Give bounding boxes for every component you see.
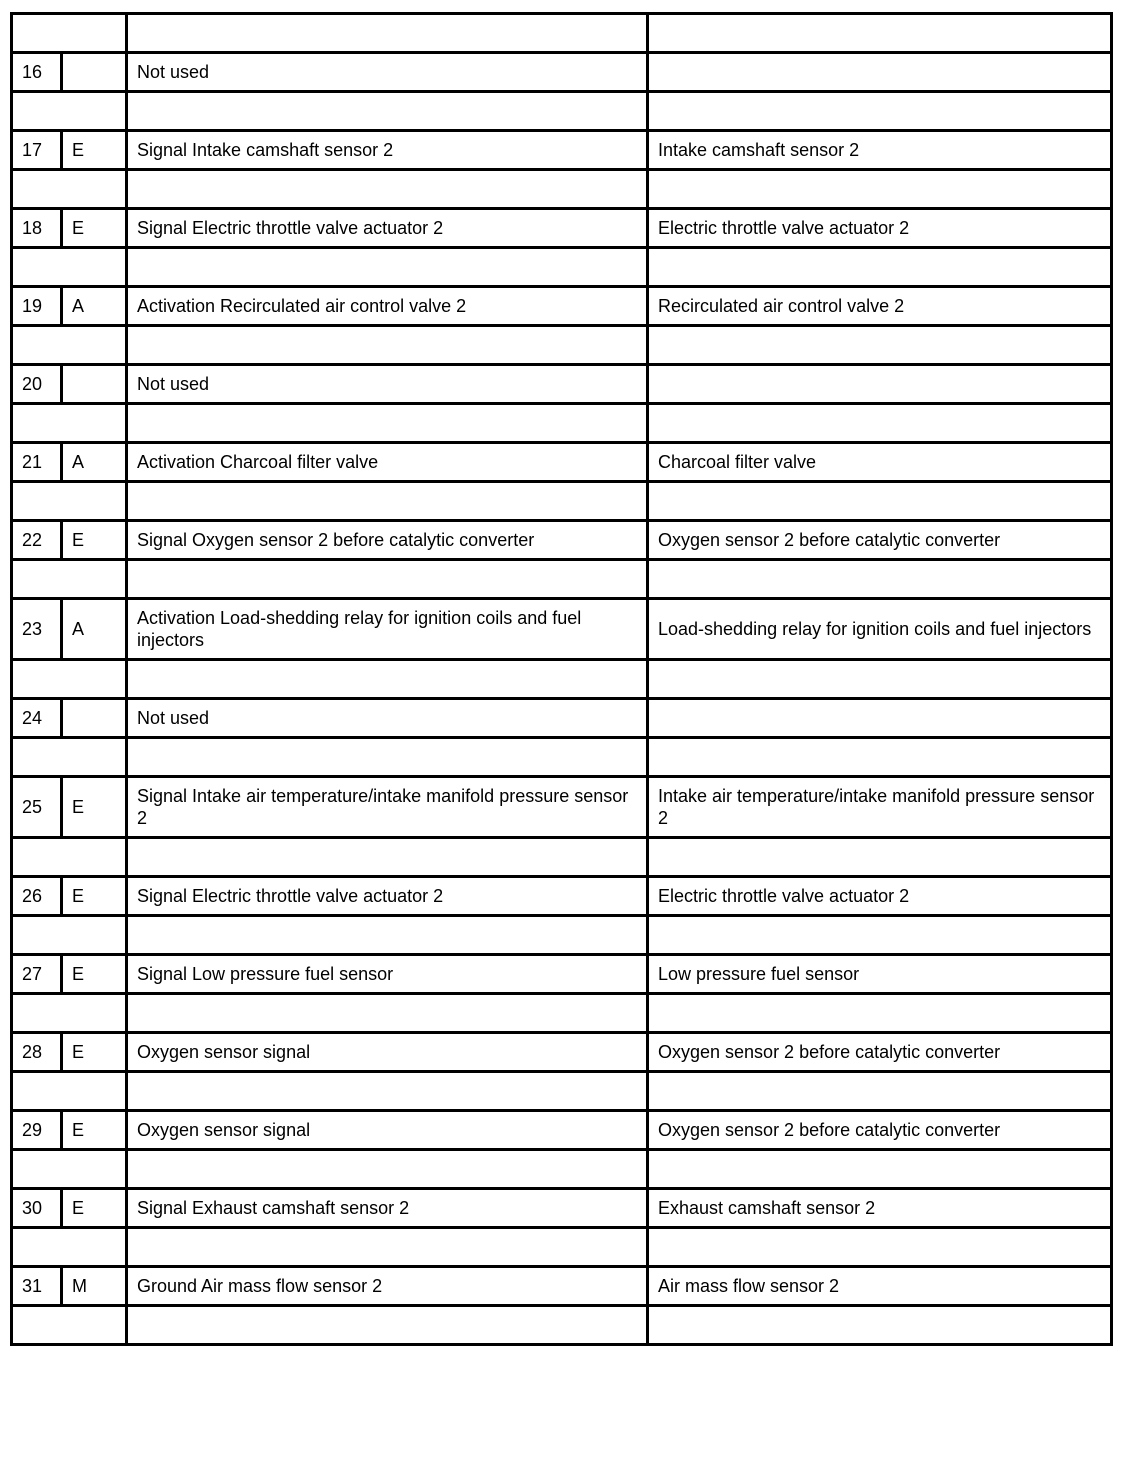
empty-cell bbox=[12, 916, 127, 955]
component-cell bbox=[648, 365, 1112, 404]
component-cell: Electric throttle valve actuator 2 bbox=[648, 877, 1112, 916]
empty-cell bbox=[648, 482, 1112, 521]
component-cell: Low pressure fuel sensor bbox=[648, 955, 1112, 994]
signal-type-cell: M bbox=[62, 1267, 127, 1306]
spacer-row bbox=[12, 14, 1112, 53]
spacer-row bbox=[12, 838, 1112, 877]
spacer-row bbox=[12, 738, 1112, 777]
component-cell: Oxygen sensor 2 before catalytic converter bbox=[648, 521, 1112, 560]
signal-type-cell bbox=[62, 53, 127, 92]
signal-type-cell bbox=[62, 699, 127, 738]
table-row bbox=[12, 131, 1112, 170]
component-cell: Oxygen sensor 2 before catalytic converter bbox=[648, 1111, 1112, 1150]
empty-cell bbox=[127, 404, 648, 443]
pin-number-cell: 31 bbox=[12, 1267, 62, 1306]
spacer-row bbox=[12, 1306, 1112, 1345]
spacer-row bbox=[12, 92, 1112, 131]
spacer-row bbox=[12, 170, 1112, 209]
empty-cell bbox=[127, 248, 648, 287]
pin-number-cell: 23 bbox=[12, 599, 62, 660]
table-row bbox=[12, 521, 1112, 560]
pin-number-cell: 28 bbox=[12, 1033, 62, 1072]
empty-cell bbox=[648, 560, 1112, 599]
description-cell: Signal Oxygen sensor 2 before catalytic converter bbox=[127, 521, 648, 560]
empty-cell bbox=[12, 404, 127, 443]
pin-number-cell: 20 bbox=[12, 365, 62, 404]
description-cell: Signal Electric throttle valve actuator 2 bbox=[127, 209, 648, 248]
spacer-row bbox=[12, 560, 1112, 599]
empty-cell bbox=[12, 1228, 127, 1267]
empty-cell bbox=[127, 1228, 648, 1267]
spacer-row bbox=[12, 326, 1112, 365]
table-row bbox=[12, 699, 1112, 738]
empty-cell bbox=[648, 1228, 1112, 1267]
table-row bbox=[12, 599, 1112, 660]
table-row bbox=[12, 877, 1112, 916]
component-cell: Electric throttle valve actuator 2 bbox=[648, 209, 1112, 248]
signal-type-cell bbox=[62, 365, 127, 404]
empty-cell bbox=[12, 560, 127, 599]
description-cell: Ground Air mass flow sensor 2 bbox=[127, 1267, 648, 1306]
empty-cell bbox=[12, 14, 127, 53]
spacer-row bbox=[12, 1228, 1112, 1267]
empty-cell bbox=[648, 660, 1112, 699]
table-row bbox=[12, 443, 1112, 482]
empty-cell bbox=[12, 326, 127, 365]
empty-cell bbox=[648, 738, 1112, 777]
empty-cell bbox=[127, 92, 648, 131]
empty-cell bbox=[648, 326, 1112, 365]
spacer-row bbox=[12, 994, 1112, 1033]
table-row bbox=[12, 777, 1112, 838]
pin-number-cell: 17 bbox=[12, 131, 62, 170]
pin-assignment-table bbox=[10, 12, 1113, 1346]
pin-number-cell: 30 bbox=[12, 1189, 62, 1228]
signal-type-cell: E bbox=[62, 131, 127, 170]
pin-number-cell: 25 bbox=[12, 777, 62, 838]
component-cell: Exhaust camshaft sensor 2 bbox=[648, 1189, 1112, 1228]
spacer-row bbox=[12, 1072, 1112, 1111]
empty-cell bbox=[648, 1306, 1112, 1345]
spacer-row bbox=[12, 916, 1112, 955]
description-cell: Oxygen sensor signal bbox=[127, 1111, 648, 1150]
signal-type-cell: E bbox=[62, 1189, 127, 1228]
description-cell: Signal Low pressure fuel sensor bbox=[127, 955, 648, 994]
empty-cell bbox=[12, 170, 127, 209]
component-cell bbox=[648, 699, 1112, 738]
empty-cell bbox=[127, 170, 648, 209]
table-row bbox=[12, 209, 1112, 248]
empty-cell bbox=[127, 738, 648, 777]
pin-number-cell: 22 bbox=[12, 521, 62, 560]
signal-type-cell: E bbox=[62, 209, 127, 248]
empty-cell bbox=[12, 1150, 127, 1189]
empty-cell bbox=[12, 1072, 127, 1111]
empty-cell bbox=[127, 1150, 648, 1189]
description-cell: Activation Recirculated air control valve 2 bbox=[127, 287, 648, 326]
pin-table-body bbox=[12, 14, 1112, 1345]
spacer-row bbox=[12, 1150, 1112, 1189]
pin-number-cell: 18 bbox=[12, 209, 62, 248]
empty-cell bbox=[12, 838, 127, 877]
signal-type-cell: E bbox=[62, 955, 127, 994]
empty-cell bbox=[648, 1072, 1112, 1111]
description-cell: Signal Intake camshaft sensor 2 bbox=[127, 131, 648, 170]
description-cell: Not used bbox=[127, 365, 648, 404]
pin-number-cell: 26 bbox=[12, 877, 62, 916]
empty-cell bbox=[12, 738, 127, 777]
empty-cell bbox=[648, 838, 1112, 877]
pin-number-cell: 24 bbox=[12, 699, 62, 738]
component-cell: Recirculated air control valve 2 bbox=[648, 287, 1112, 326]
description-cell: Activation Charcoal filter valve bbox=[127, 443, 648, 482]
description-cell: Not used bbox=[127, 53, 648, 92]
empty-cell bbox=[127, 994, 648, 1033]
empty-cell bbox=[12, 1306, 127, 1345]
spacer-row bbox=[12, 660, 1112, 699]
empty-cell bbox=[127, 560, 648, 599]
component-cell bbox=[648, 53, 1112, 92]
description-cell: Not used bbox=[127, 699, 648, 738]
table-row bbox=[12, 1189, 1112, 1228]
signal-type-cell: A bbox=[62, 599, 127, 660]
component-cell: Intake air temperature/intake manifold pressure sensor 2 bbox=[648, 777, 1112, 838]
empty-cell bbox=[127, 1306, 648, 1345]
table-row bbox=[12, 287, 1112, 326]
description-cell: Signal Intake air temperature/intake manifold pressure sensor 2 bbox=[127, 777, 648, 838]
table-row bbox=[12, 1033, 1112, 1072]
table-row bbox=[12, 955, 1112, 994]
component-cell: Charcoal filter valve bbox=[648, 443, 1112, 482]
empty-cell bbox=[127, 660, 648, 699]
empty-cell bbox=[12, 994, 127, 1033]
empty-cell bbox=[127, 326, 648, 365]
empty-cell bbox=[648, 1150, 1112, 1189]
empty-cell bbox=[648, 92, 1112, 131]
description-cell: Oxygen sensor signal bbox=[127, 1033, 648, 1072]
empty-cell bbox=[648, 14, 1112, 53]
signal-type-cell: A bbox=[62, 443, 127, 482]
pin-number-cell: 19 bbox=[12, 287, 62, 326]
empty-cell bbox=[648, 916, 1112, 955]
pin-number-cell: 27 bbox=[12, 955, 62, 994]
description-cell: Signal Electric throttle valve actuator 2 bbox=[127, 877, 648, 916]
signal-type-cell: A bbox=[62, 287, 127, 326]
empty-cell bbox=[648, 248, 1112, 287]
component-cell: Intake camshaft sensor 2 bbox=[648, 131, 1112, 170]
signal-type-cell: E bbox=[62, 1033, 127, 1072]
table-row bbox=[12, 1267, 1112, 1306]
signal-type-cell: E bbox=[62, 521, 127, 560]
description-cell: Activation Load-shedding relay for ignition coils and fuel injectors bbox=[127, 599, 648, 660]
spacer-row bbox=[12, 482, 1112, 521]
signal-type-cell: E bbox=[62, 777, 127, 838]
empty-cell bbox=[127, 14, 648, 53]
empty-cell bbox=[648, 994, 1112, 1033]
empty-cell bbox=[648, 170, 1112, 209]
empty-cell bbox=[127, 1072, 648, 1111]
table-row bbox=[12, 1111, 1112, 1150]
description-cell: Signal Exhaust camshaft sensor 2 bbox=[127, 1189, 648, 1228]
spacer-row bbox=[12, 404, 1112, 443]
empty-cell bbox=[12, 660, 127, 699]
empty-cell bbox=[12, 248, 127, 287]
component-cell: Oxygen sensor 2 before catalytic converter bbox=[648, 1033, 1112, 1072]
empty-cell bbox=[12, 482, 127, 521]
spacer-row bbox=[12, 248, 1112, 287]
table-row bbox=[12, 53, 1112, 92]
pin-number-cell: 16 bbox=[12, 53, 62, 92]
signal-type-cell: E bbox=[62, 1111, 127, 1150]
table-row bbox=[12, 365, 1112, 404]
empty-cell bbox=[127, 838, 648, 877]
pin-number-cell: 29 bbox=[12, 1111, 62, 1150]
empty-cell bbox=[127, 916, 648, 955]
signal-type-cell: E bbox=[62, 877, 127, 916]
component-cell: Air mass flow sensor 2 bbox=[648, 1267, 1112, 1306]
component-cell: Load-shedding relay for ignition coils and fuel injectors bbox=[648, 599, 1112, 660]
empty-cell bbox=[648, 404, 1112, 443]
empty-cell bbox=[127, 482, 648, 521]
empty-cell bbox=[12, 92, 127, 131]
pin-number-cell: 21 bbox=[12, 443, 62, 482]
